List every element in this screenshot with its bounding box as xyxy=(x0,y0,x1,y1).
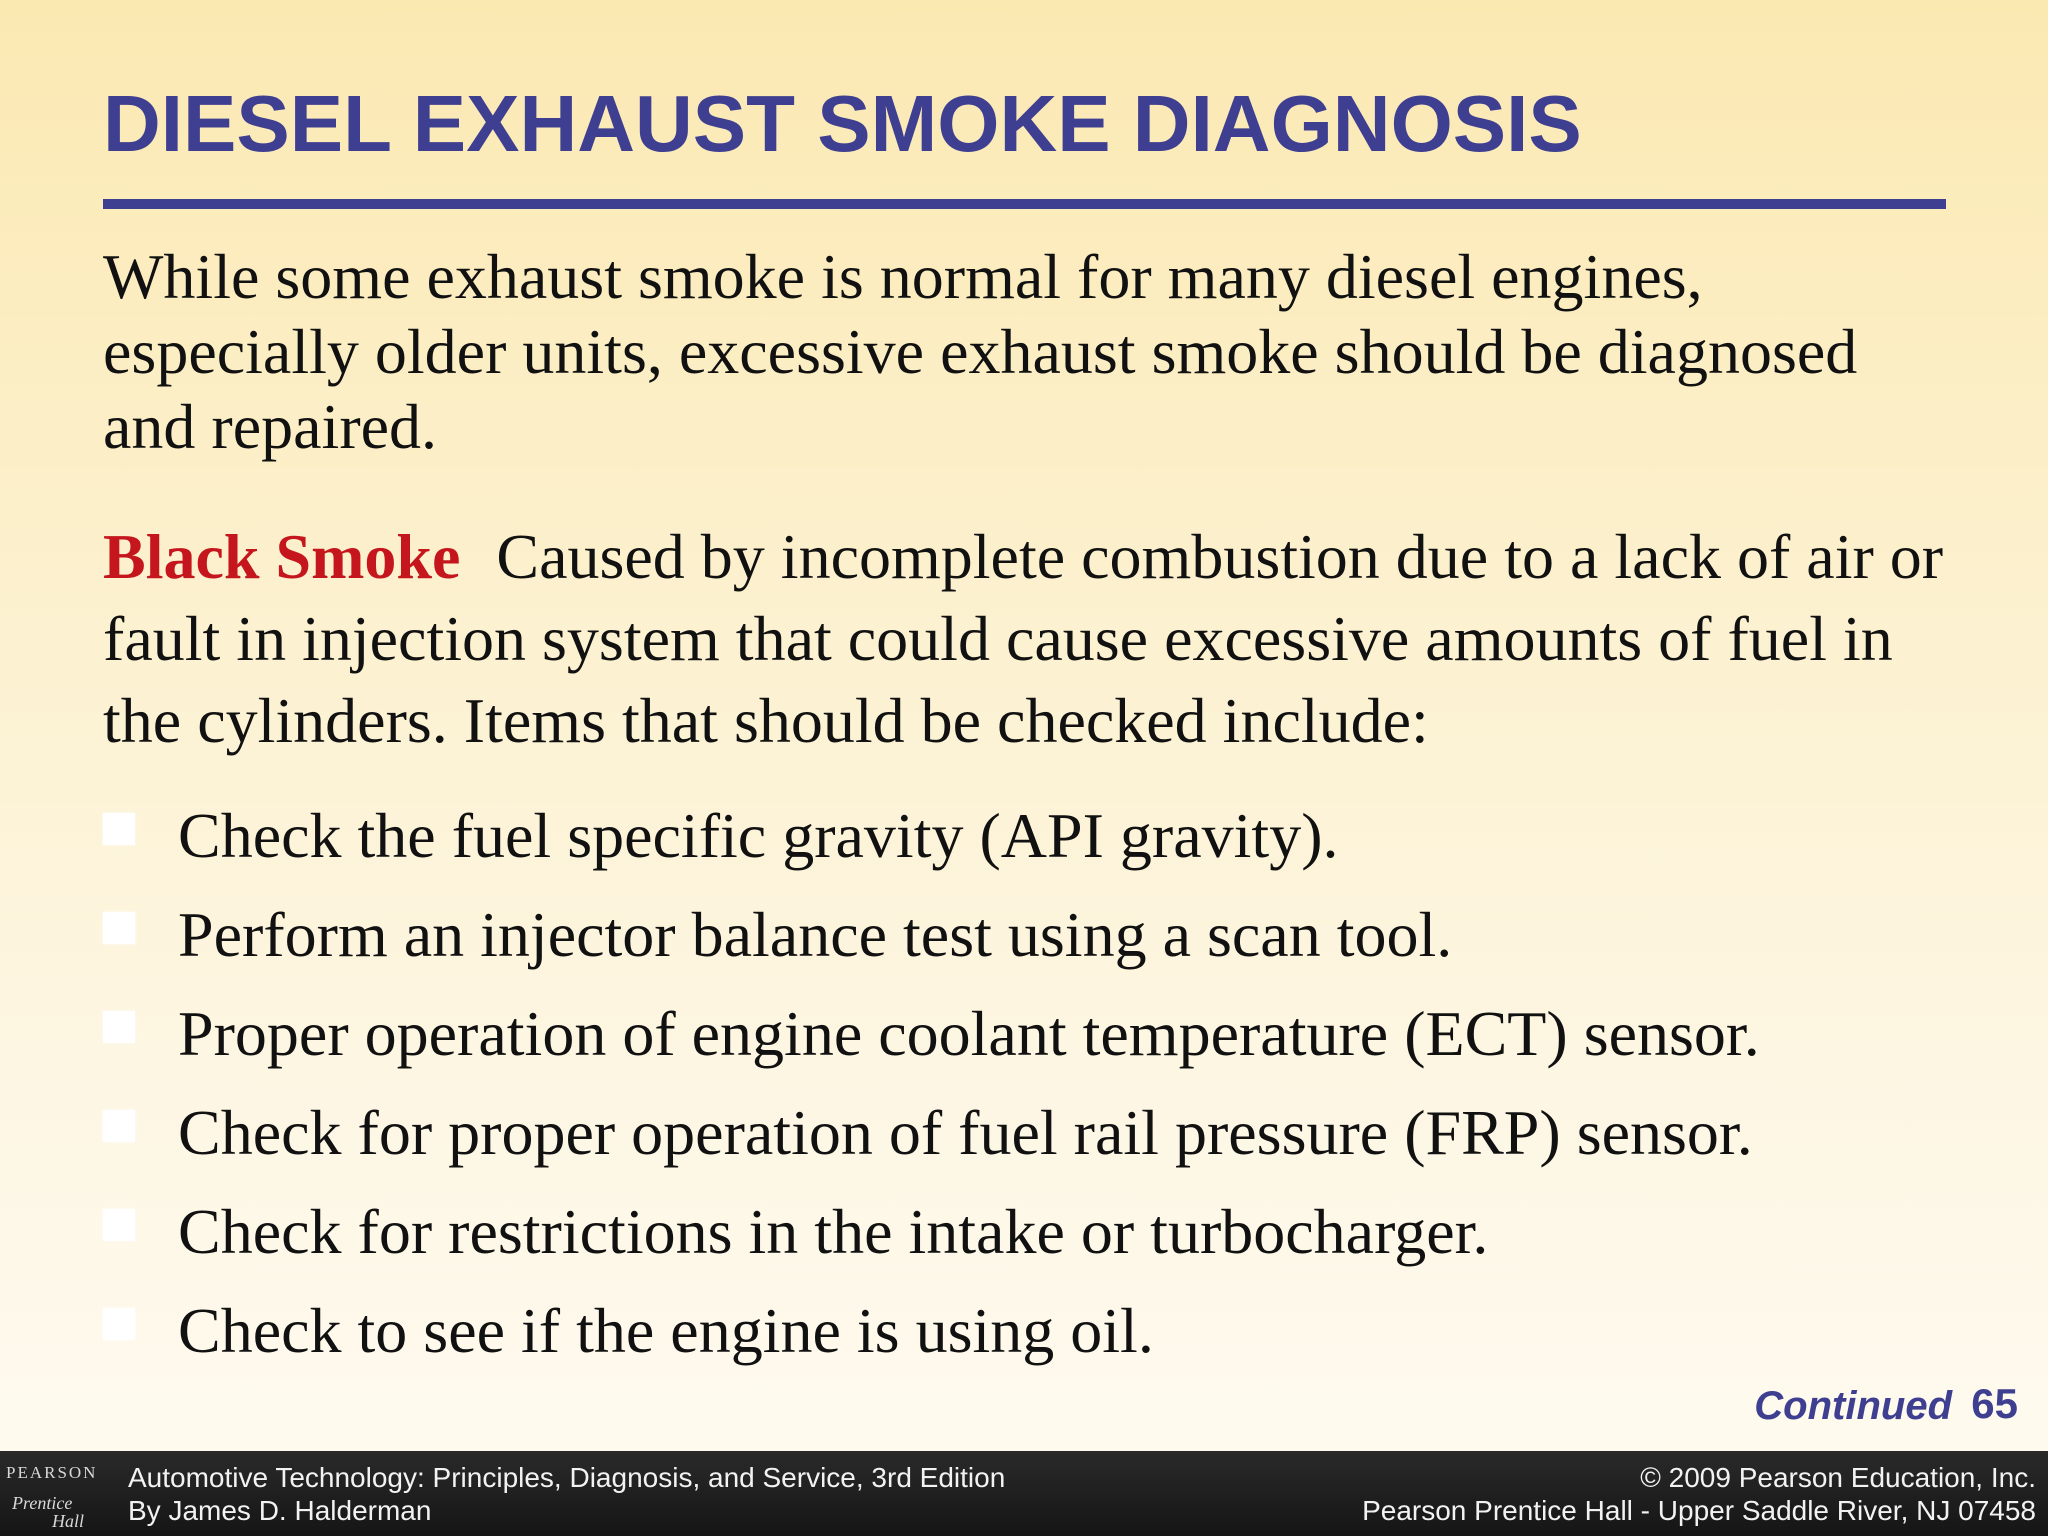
page-number: 65 xyxy=(1971,1380,2018,1427)
check-item-text: Proper operation of engine coolant temperature (ECT) sensor. xyxy=(178,998,1760,1069)
black-smoke-term: Black Smoke xyxy=(103,521,461,592)
continued-label: Continued xyxy=(1754,1384,1952,1428)
square-bullet-icon xyxy=(103,1011,135,1043)
logo-pearson-text: PEARSON xyxy=(6,1463,98,1482)
square-bullet-icon xyxy=(103,813,135,845)
footer-book-title: Automotive Technology: Principles, Diagnosis, and Service, 3rd Edition xyxy=(128,1462,1006,1493)
check-item xyxy=(103,796,1760,895)
check-item-text: Check to see if the engine is using oil. xyxy=(178,1295,1154,1366)
logo-prentice-text: Prentice xyxy=(12,1493,73,1513)
check-item-text: Perform an injector balance test using a scan tool. xyxy=(178,899,1453,970)
footer-bar xyxy=(0,1451,2048,1536)
check-item-text: Check for restrictions in the intake or turbocharger. xyxy=(178,1196,1489,1267)
check-item xyxy=(103,1093,1760,1192)
check-item xyxy=(103,1192,1760,1291)
footer-copyright: © 2009 Pearson Education, Inc. xyxy=(1640,1462,2036,1493)
square-bullet-icon xyxy=(103,912,135,944)
pearson-prentice-hall-logo xyxy=(0,1451,100,1536)
square-bullet-icon xyxy=(103,1209,135,1241)
black-smoke-description: Caused by incomplete combustion due to a lack of air or fault in injection system that could cause excessive amounts of fuel in the cylinders. Items that should be checked include: xyxy=(103,521,1944,756)
square-bullet-icon xyxy=(103,1110,135,1142)
title-divider xyxy=(103,199,1946,209)
square-bullet-icon xyxy=(103,1308,135,1340)
check-item xyxy=(103,1291,1760,1390)
intro-paragraph: While some exhaust smoke is normal for many diesel engines, especially older units, excessive exhaust smoke should be diagnosed and repaired. xyxy=(103,241,1858,462)
check-items-list xyxy=(103,796,1760,1390)
footer-author: By James D. Halderman xyxy=(128,1495,432,1526)
footer-publisher: Pearson Prentice Hall - Upper Saddle River, NJ 07458 xyxy=(1362,1495,2036,1526)
slide-title: DIESEL EXHAUST SMOKE DIAGNOSIS xyxy=(103,79,1582,168)
check-item-text: Check the fuel specific gravity (API gravity). xyxy=(178,800,1339,871)
logo-hall-text: Hall xyxy=(52,1511,85,1531)
check-item-text: Check for proper operation of fuel rail pressure (FRP) sensor. xyxy=(178,1097,1753,1168)
check-item xyxy=(103,895,1760,994)
check-item xyxy=(103,994,1760,1093)
black-smoke-paragraph xyxy=(103,516,1953,762)
